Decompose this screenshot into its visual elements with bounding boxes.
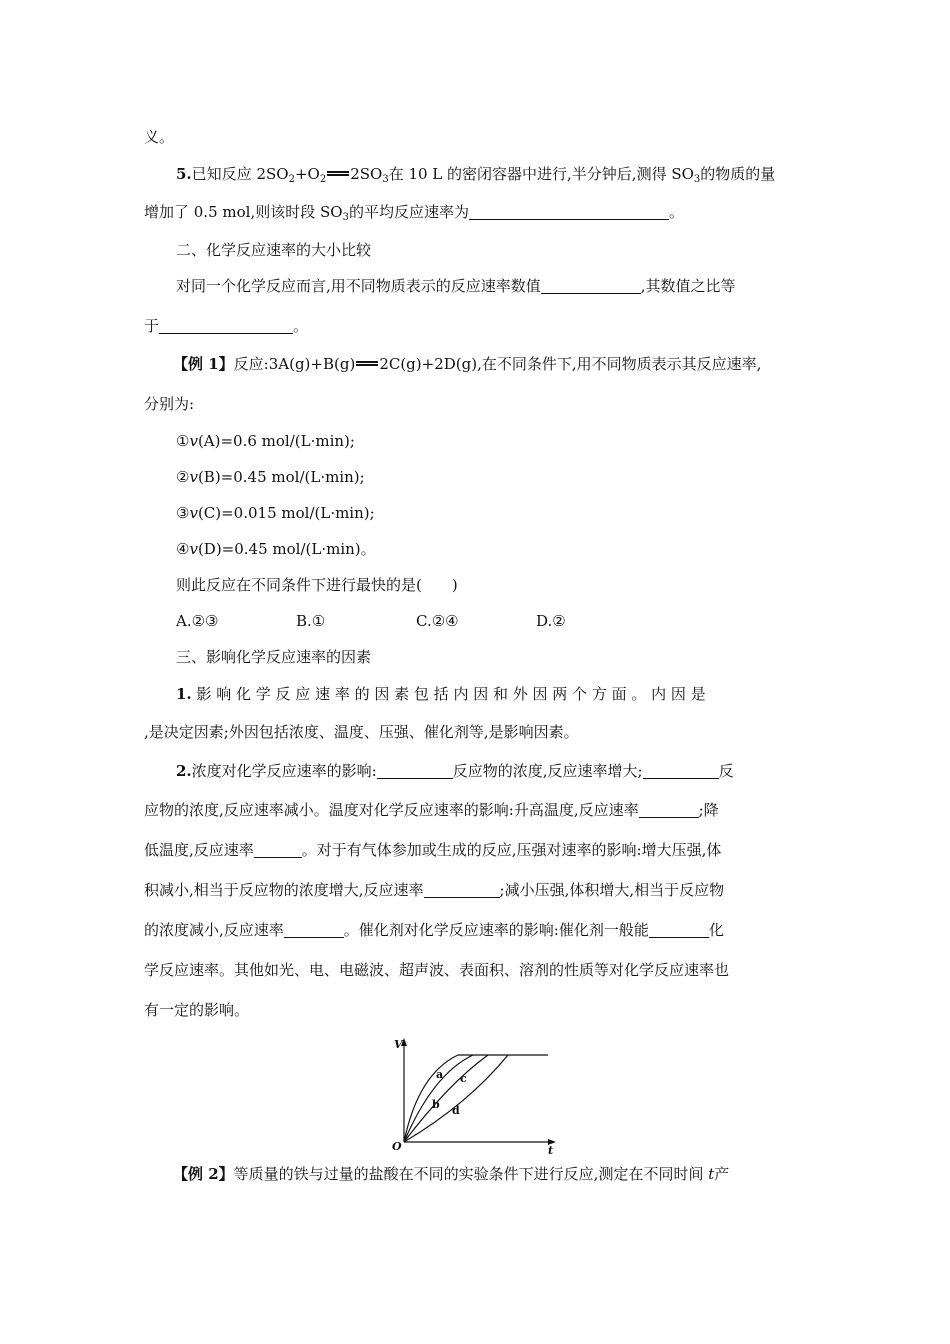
text-line: 对同一个化学反应而言,用不同物质表示的反应速率数值 ,其数值之比等 xyxy=(176,277,736,295)
text-line: 应物的浓度,反应速率减小。温度对化学反应速率的影响:升高温度,反应速率 ;降 xyxy=(144,801,719,819)
question-5: 5.已知反应 $2SO_2+O_2$ $2SO_3$在 10 L 的密闭容器中进行,半分钟后,测得 $SO_3$的物质的量 xyxy=(176,165,776,185)
question-text: 则此反应在不同条件下进行最快的是( ) xyxy=(176,576,458,594)
answer-blank[interactable] xyxy=(424,881,500,898)
text-line: 积减小,相当于反应物的浓度增大,反应速率 ;减小压强,体积增大,相当于反应物 xyxy=(144,881,725,899)
volume-time-figure xyxy=(388,1034,568,1154)
curve-label-d: d xyxy=(452,1104,460,1117)
curve-label-a: a xyxy=(436,1068,444,1081)
text-line: 义。 xyxy=(144,128,175,146)
answer-blank[interactable] xyxy=(469,203,669,220)
equals-sign-icon xyxy=(327,171,349,176)
origin-label: O xyxy=(392,1140,402,1153)
paragraph-3-1: 1. 影 响 化 学 反 应 速 率 的 因 素 包 括 内 因 和 外 因 两 个 方 面 。 内 因 是 xyxy=(176,685,706,703)
rate-item: ③v(C)=0.015 mol/(L·min); xyxy=(176,504,375,522)
section-heading: 三、影响化学反应速率的因素 xyxy=(176,648,372,666)
curve-c xyxy=(404,1055,488,1142)
rate-item: ①v(A)=0.6 mol/(L·min); xyxy=(176,432,355,450)
option-d[interactable]: D.② xyxy=(536,612,566,630)
x-axis-label: t xyxy=(548,1144,554,1154)
equals-sign-icon xyxy=(356,361,378,366)
example-2: 【例 2】等质量的铁与过量的盐酸在不同的实验条件下进行反应,测定在不同时间 t产 xyxy=(173,1165,730,1183)
section-heading: 二、化学反应速率的大小比较 xyxy=(176,241,372,259)
option-a[interactable]: A.②③ xyxy=(176,612,219,630)
text-line: ,是决定因素;外因包括浓度、温度、压强、催化剂等,是影响因素。 xyxy=(144,723,579,741)
answer-blank[interactable] xyxy=(159,317,293,334)
answer-blank[interactable] xyxy=(639,801,699,818)
text-line: 低温度,反应速率 。对于有气体参加或生成的反应,压强对速率的影响:增大压强,体 xyxy=(144,841,722,859)
answer-blank[interactable] xyxy=(643,762,719,779)
answer-blank[interactable] xyxy=(541,277,641,294)
text-line: 有一定的影响。 xyxy=(144,1001,250,1019)
question-5-cont: 增加了 0.5 mol,则该时段 $SO_3$的平均反应速率为 。 xyxy=(144,203,684,223)
text-line: 学反应速率。其他如光、电、电磁波、超声波、表面积、溶剂的性质等对化学反应速率也 xyxy=(144,961,730,979)
y-axis-label: V xyxy=(394,1038,403,1051)
answer-blank[interactable] xyxy=(649,921,709,938)
option-b[interactable]: B.① xyxy=(296,612,326,630)
answer-blank[interactable] xyxy=(377,762,453,779)
rate-item: ④v(D)=0.45 mol/(L·min)。 xyxy=(176,540,376,558)
example-1: 【例 1】反应:3A(g)+B(g) 2C(g)+2D(g),在不同条件下,用不同物质表示其反应速率, xyxy=(173,355,762,373)
text-line: 于 。 xyxy=(144,317,309,335)
answer-blank[interactable] xyxy=(284,921,344,938)
option-c[interactable]: C.②④ xyxy=(416,612,459,630)
text-line: 分别为: xyxy=(144,395,195,413)
paragraph-3-2: 2.浓度对化学反应速率的影响: 反应物的浓度,反应速率增大; 反 xyxy=(176,762,734,780)
text-line: 的浓度减小,反应速率 。催化剂对化学反应速率的影响:催化剂一般能 化 xyxy=(144,921,724,939)
answer-blank[interactable] xyxy=(254,841,302,858)
curve-a xyxy=(404,1055,458,1142)
rate-item: ②v(B)=0.45 mol/(L·min); xyxy=(176,468,365,486)
curve-d xyxy=(404,1055,508,1142)
curve-label-b: b xyxy=(432,1098,440,1111)
curve-label-c: c xyxy=(460,1072,467,1085)
options xyxy=(176,611,656,631)
